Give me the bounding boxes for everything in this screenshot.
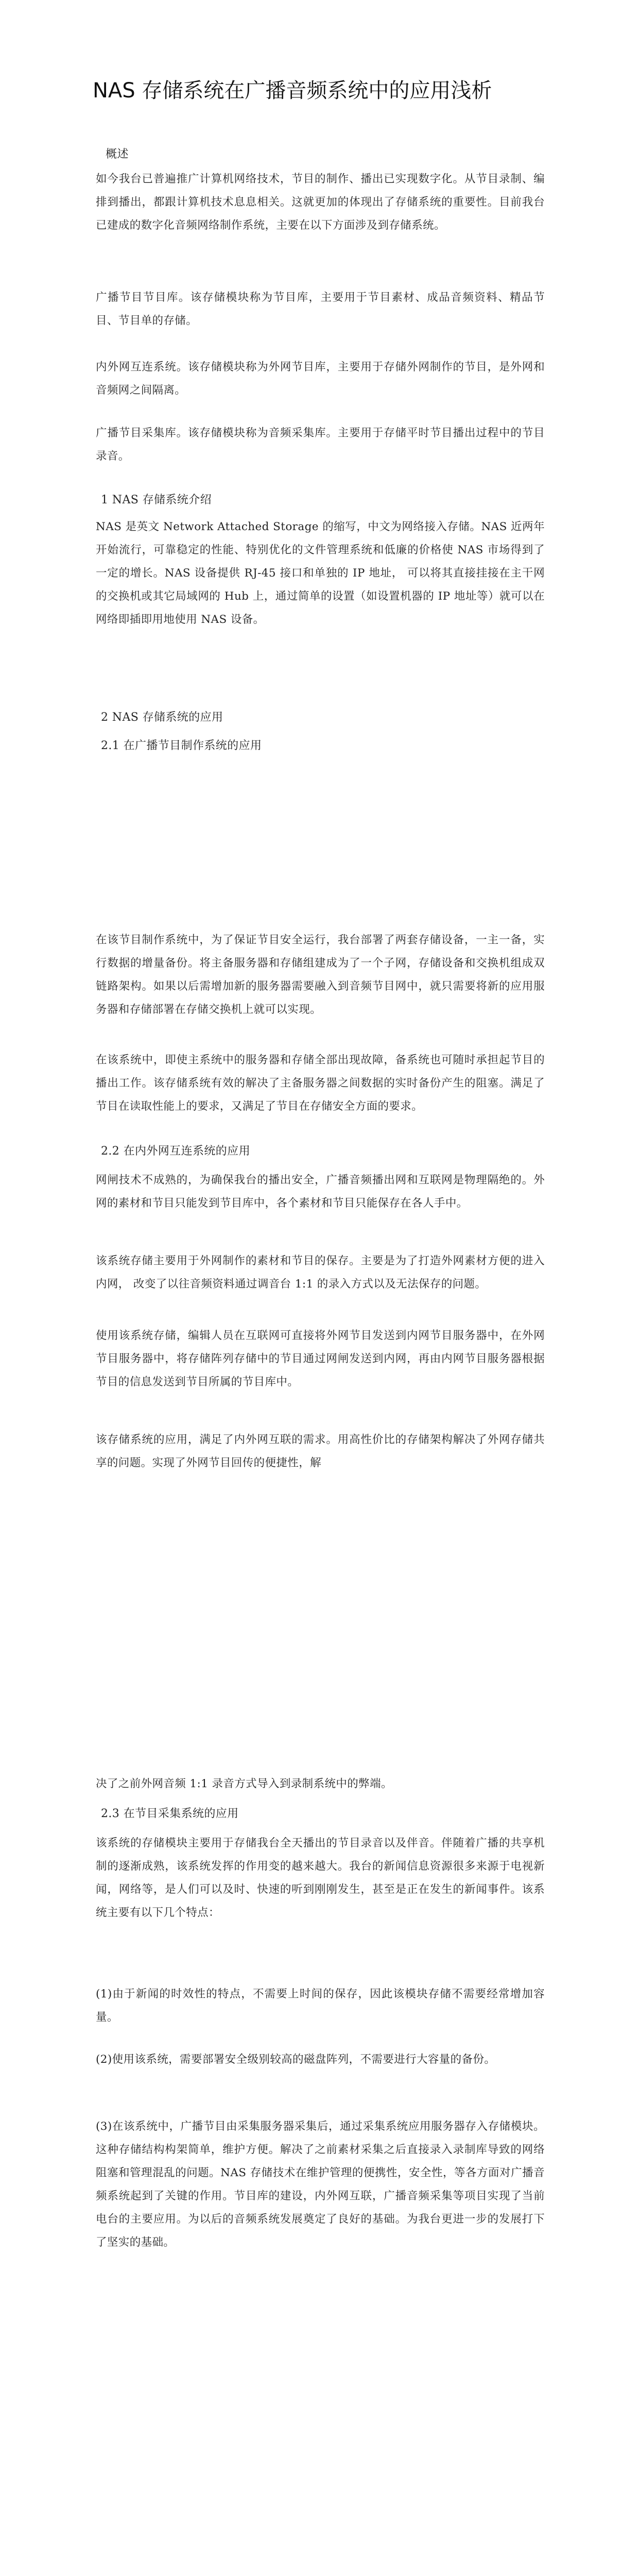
section-2-2-paragraph-2: 该系统存储主要用于外网制作的素材和节目的保存。主要是为了打造外网素材方便的进入内网， 改变了以往音频资料通过调音台 1:1 的录入方式以及无法保存的问题。 xyxy=(96,1255,545,1291)
document-title: NAS 存储系统在广播音频系统中的应用浅析 xyxy=(93,79,492,103)
section-1-paragraph: NAS 是英文 Network Attached Storage 的缩写，中文为网络接入存储。NAS 近两年开始流行，可靠稳定的性能、特别优化的文件管理系统和低廉的价格使 NAS 市场得到了一定的增长。NAS 设备提供 RJ-45 接口和单独的 IP 地址， 可以将其直接挂接在主干网的交换机或其它局域网的 Hub 上，通过简单的设置（如设置机器的 IP 地址等）就可以在网络即插即用地使用 NAS 设备。 xyxy=(96,520,545,626)
intro-paragraph-4: 广播节目采集库。该存储模块称为音频采集库。主要用于存储平时节目播出过程中的节目录音。 xyxy=(96,427,545,463)
section-2-2-paragraph-4-continued: 决了之前外网音频 1:1 录音方式导入到录制系统中的弊端。 xyxy=(96,1777,392,1790)
section-2-1-heading: 2.1 在广播节目制作系统的应用 xyxy=(101,739,262,752)
section-2-2-heading: 2.2 在内外网互连系统的应用 xyxy=(101,1145,250,1158)
section-2-2-paragraph-1: 网闸技术不成熟的，为确保我台的播出安全，广播音频播出网和互联网是物理隔绝的。外网的素材和节目只能发到节目库中，各个素材和节目只能保存在各人手中。 xyxy=(96,1174,545,1210)
section-2-2-paragraph-3: 使用该系统存储，编辑人员在互联网可直接将外网节目发送到内网节目服务器中，在外网节目服务器中，将存储阵列存储中的节目通过网闸发送到内网，再由内网节目服务器根据节目的信息发送到节目所属的节目库中。 xyxy=(96,1329,545,1388)
section-2-3-paragraph-2: (1)由于新闻的时效性的特点，不需要上时间的保存，因此该模块存储不需要经常增加容量。 xyxy=(96,1988,545,2024)
section-2-3-heading: 2.3 在节目采集系统的应用 xyxy=(101,1807,239,1820)
section-1-heading: 1 NAS 存储系统介绍 xyxy=(101,494,212,506)
section-2-1-paragraph-2: 在该系统中，即使主系统中的服务器和存储全部出现故障，备系统也可随时承担起节目的播出工作。该存储系统有效的解决了主备服务器之间数据的实时备份产生的阻塞。满足了节目在读取性能上的要求，又满足了节目在存储安全方面的要求。 xyxy=(96,1054,545,1113)
section-2-3-paragraph-4: (3)在该系统中，广播节目由采集服务器采集后，通过采集系统应用服务器存入存储模块。这种存储结构构架简单，维护方便。解决了之前素材采集之后直接录入录制库导致的网络阻塞和管理混乱的问题。NAS 存储技术在维护管理的便携性，安全性，等各方面对广播音频系统起到了关键的作用。节目库的建设，内外网互联，广播音频采集等项目实现了当前电台的主要应用。为以后的音频系统发展奠定了良好的基础。为我台更进一步的发展打下了坚实的基础。 xyxy=(96,2120,545,2249)
intro-paragraph-1: 如今我台已普遍推广计算机网络技术，节目的制作、播出已实现数字化。从节目录制、编排到播出，都跟计算机技术息息相关。这就更加的体现出了存储系统的重要性。目前我台已建成的数字化音频网络制作系统，主要在以下方面涉及到存储系统。 xyxy=(96,173,545,232)
intro-paragraph-3: 内外网互连系统。该存储模块称为外网节目库，主要用于存储外网制作的节目，是外网和音频网之间隔离。 xyxy=(96,361,545,397)
section-2-2-paragraph-4: 该存储系统的应用，满足了内外网互联的需求。用高性价比的存储架构解决了外网存储共享的问题。实现了外网节目回传的便捷性，解 xyxy=(96,1433,545,1469)
section-2-heading: 2 NAS 存储系统的应用 xyxy=(101,711,223,724)
section-2-3-paragraph-1: 该系统的存储模块主要用于存储我台全天播出的节目录音以及伴音。伴随着广播的共享机制的逐渐成熟，该系统发挥的作用变的越来越大。我台的新闻信息资源很多来源于电视新闻，网络等，是人们可以及时、快速的听到刚刚发生，甚至是正在发生的新闻事件。该系统主要有以下几个特点： xyxy=(96,1837,545,1919)
section-2-3-paragraph-3: (2)使用该系统，需要部署安全级别较高的磁盘阵列，不需要进行大容量的备份。 xyxy=(96,2053,496,2066)
section-2-1-paragraph-1: 在该节目制作系统中，为了保证节目安全运行，我台部署了两套存储设备，一主一备，实行数据的增量备份。将主备服务器和存储组建成为了一个子网，存储设备和交换机组成双链路架构。如果以后需增加新的服务器需要融入到音频节目网中，就只需要将新的应用服务器和存储部署在存储交换机上就可以实现。 xyxy=(96,934,545,1016)
abstract-heading: 概述 xyxy=(106,148,129,161)
intro-paragraph-2: 广播节目节目库。该存储模块称为节目库，主要用于节目素材、成品音频资料、精品节目、节目单的存储。 xyxy=(96,291,545,327)
